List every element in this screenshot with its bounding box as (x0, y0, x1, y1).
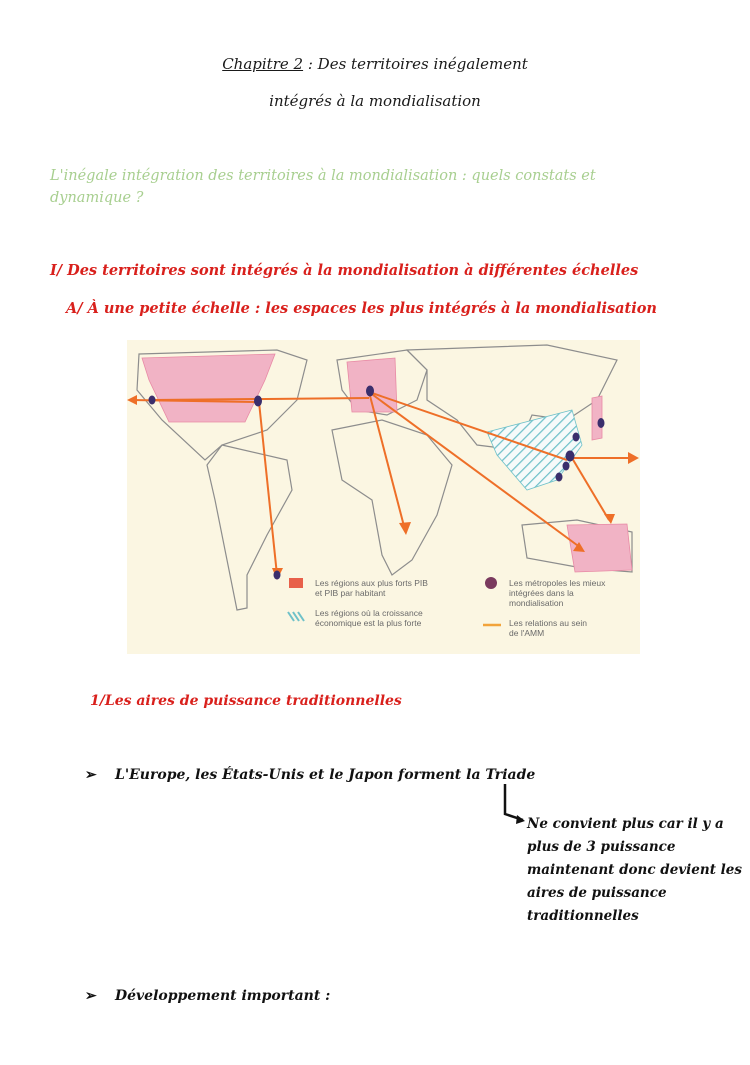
legend-metropoles-line2: intégrées dans la (509, 588, 574, 598)
south-america-outline (207, 445, 292, 610)
metropole-9 (274, 571, 281, 580)
metropole-6 (566, 451, 575, 462)
legend-amm-line1: Les relations au sein (509, 618, 587, 628)
metropole-2 (254, 396, 262, 407)
legend-amm-line2: de l'AMM (509, 628, 545, 638)
legend-swatch-croissance (288, 612, 304, 621)
legend-metropoles-line3: mondialisation (509, 598, 564, 608)
chapter-title-line1 (0, 55, 750, 73)
metropole-4 (573, 433, 580, 442)
bullet-triade-text: L'Europe, les États-Unis et le Japon forment la Triade (115, 767, 536, 783)
bullet-triade (85, 767, 535, 783)
intro-question: L'inégale intégration des territoires à la mondialisation : quels constats et dynamique ? (50, 168, 596, 206)
metropole-8 (556, 473, 563, 482)
legend-croissance-line1: Les régions où la croissance (315, 608, 423, 618)
metropole-1 (149, 396, 156, 405)
legend-metropoles-line1: Les métropoles les mieux (509, 578, 606, 588)
africa-outline (332, 420, 452, 575)
bullet-developpement (85, 988, 330, 1004)
part-1-heading: 1/Les aires de puissance traditionnelles (90, 693, 402, 709)
legend-swatch-pib (289, 578, 303, 588)
arrow-asia-to-oceania (572, 458, 609, 520)
legend-swatch-metropoles (485, 577, 497, 589)
section-1-heading: I/ Des territoires sont intégrés à la mondialisation à différentes échelles (50, 262, 639, 279)
chapter-label: Chapitre 2 (222, 55, 304, 73)
arrow-europe-to-africa (369, 392, 405, 530)
arrow-america-to-south (259, 402, 277, 575)
arrow-head-oceania-2 (604, 514, 615, 524)
arrow-head-west (127, 395, 137, 405)
chapter-title-rest: : Des territoires inégalement (303, 55, 528, 73)
metropole-3 (366, 386, 374, 397)
pib-region-north-america (142, 354, 275, 422)
chapter-title-line2: intégrés à la mondialisation (269, 92, 481, 110)
bullet-developpement-text: Développement important : (115, 988, 331, 1004)
world-map (127, 340, 640, 654)
bullet-arrow-icon: ➢ (85, 767, 97, 783)
metropole-5 (598, 418, 605, 428)
metropole-7 (563, 462, 570, 471)
legend-pib-line2: et PIB par habitant (315, 588, 386, 598)
arrow-head-east (628, 452, 639, 464)
world-map-figure (127, 340, 640, 654)
legend-pib-line1: Les régions aux plus forts PIB (315, 578, 428, 588)
map-legend (288, 577, 606, 638)
triade-note: Ne convient plus car il y a plus de 3 puissance maintenant donc devient les aires de puissance traditionnelles (527, 816, 742, 924)
bullet-arrow-icon: ➢ (85, 988, 97, 1004)
legend-croissance-line2: économique est la plus forte (315, 618, 422, 628)
arrow-head-africa (399, 522, 411, 535)
pib-region-japan (592, 396, 602, 440)
subsection-a-heading: A/ À une petite échelle : les espaces les plus intégrés à la mondialisation (66, 300, 657, 317)
growth-region-asia (487, 410, 582, 490)
